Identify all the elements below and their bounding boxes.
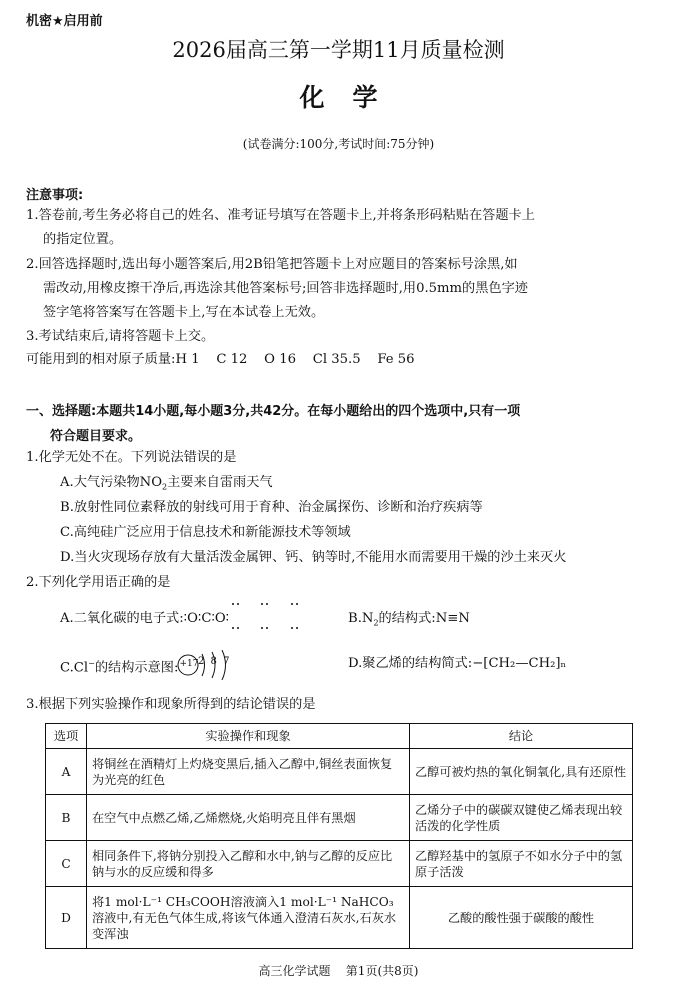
table-row	[46, 795, 633, 841]
notice-item-2-cont2: 签字笔将答案写在答题卡上,写在本试卷上无效。	[43, 305, 325, 320]
q1-option-b: B.放射性同位素释放的射线可用于育种、治金属探伤、诊断和治疗疾病等	[60, 500, 483, 515]
exam-info: (试卷满分:100分,考试时间:75分钟)	[242, 137, 435, 151]
table-header-conclusion: 结论	[410, 724, 633, 749]
q2-option-a: A.二氧化碳的电子式:∶O∶C∶O∶	[60, 611, 230, 626]
q2-option-b: $B.N_2$的结构式:N≡N	[348, 611, 470, 628]
section-1-heading: 一、选择题:本题共14小题,每小题3分,共42分。在每小题给出的四个选项中,只有一项	[26, 404, 521, 419]
co2-lone-pair-dots	[222, 601, 312, 631]
notice-item-2: 2.回答选择题时,选出每小题答案后,用2B铅笔把答题卡上对应题目的答案标号涂黑,如	[26, 257, 518, 272]
chloride-electron-shells: 2 8 7	[198, 656, 230, 667]
table-row	[46, 749, 633, 795]
page-footer: 高三化学试题 第1页(共8页)	[258, 964, 419, 978]
table-cell-conclusion: 乙醇羟基中的氢原子不如水分子中的氢原子活泼	[410, 841, 633, 887]
atomic-mass-line: 可能用到的相对原子质量:H 1 C 12 O 16 Cl 35.5 Fe 56	[26, 352, 415, 367]
table-cell-conclusion: 乙醇可被灼热的氧化铜氧化,具有还原性	[410, 749, 633, 795]
exam-title: 2026届高三第一学期11月质量检测	[172, 38, 505, 62]
table-cell-operation: 将1 mol·L⁻¹ CH₃COOH溶液滴入1 mol·L⁻¹ NaHCO₃溶液中,有无色气体生成,将该气体通入澄清石灰水,石灰水变浑浊	[87, 887, 410, 949]
notice-item-2-cont: 需改动,用橡皮擦干净后,再选涂其他答案标号;回答非选择题时,用0.5mm的黑色字迹	[43, 281, 528, 296]
q2-option-d: D.聚乙烯的结构简式:−[CH₂—CH₂]ₙ	[348, 656, 567, 671]
table-cell-option: A	[46, 749, 87, 795]
q1-option-a: A.大气污染物$NO_2$主要来自雷雨天气	[60, 475, 273, 492]
table-cell-option: C	[46, 841, 87, 887]
table-cell-conclusion: 乙烯分子中的碳碳双键使乙烯表现出较活泼的化学性质	[410, 795, 633, 841]
table-cell-operation: 相同条件下,将钠分别投入乙醇和水中,钠与乙醇的反应比钠与水的反应缓和得多	[87, 841, 410, 887]
polyethylene-formula: −[CH₂—CH₂]ₙ	[472, 656, 567, 671]
q3-table	[45, 723, 633, 949]
table-cell-option: D	[46, 887, 87, 949]
q1-stem: 1.化学无处不在。下列说法错误的是	[26, 450, 237, 465]
table-header-row	[46, 724, 633, 749]
table-cell-conclusion: 乙酸的酸性强于碳酸的酸性	[410, 887, 633, 949]
confidential-label: 机密★启用前	[26, 14, 103, 29]
notice-item-1: 1.答卷前,考生务必将自己的姓名、准考证号填写在答题卡上,并将条形码粘贴在答题卡上	[26, 208, 535, 223]
table-row	[46, 841, 633, 887]
subject-title: 化学	[299, 83, 406, 112]
co2-electron-formula: ∶O∶C∶O∶	[183, 611, 230, 626]
chloride-nucleus-charge: +17	[179, 659, 199, 669]
table-header-operation: 实验操作和现象	[87, 724, 410, 749]
table-row	[46, 887, 633, 949]
q1-option-d: D.当火灾现场存放有大量活泼金属钾、钙、钠等时,不能用水而需要用干燥的沙土来灭火	[60, 550, 567, 565]
q1-option-c: C.高纯硅广泛应用于信息技术和新能源技术等领域	[60, 525, 351, 540]
section-1-heading-cont: 符合题目要求。	[50, 429, 142, 444]
notice-item-1-cont: 的指定位置。	[43, 232, 123, 247]
q2-option-c: C.Cl−的结构示意图:	[60, 659, 179, 676]
table-cell-operation: 在空气中点燃乙烯,乙烯燃烧,火焰明亮且伴有黑烟	[87, 795, 410, 841]
q2-stem: 2.下列化学用语正确的是	[26, 575, 171, 590]
notice-item-3: 3.考试结束后,请将答题卡上交。	[26, 329, 215, 344]
table-header-option: 选项	[46, 724, 87, 749]
table-cell-option: B	[46, 795, 87, 841]
table-cell-operation: 将铜丝在酒精灯上灼烧变黑后,插入乙醇中,铜丝表面恢复为光亮的红色	[87, 749, 410, 795]
q3-stem: 3.根据下列实验操作和现象所得到的结论错误的是	[26, 697, 316, 712]
notice-heading: 注意事项:	[26, 188, 84, 203]
